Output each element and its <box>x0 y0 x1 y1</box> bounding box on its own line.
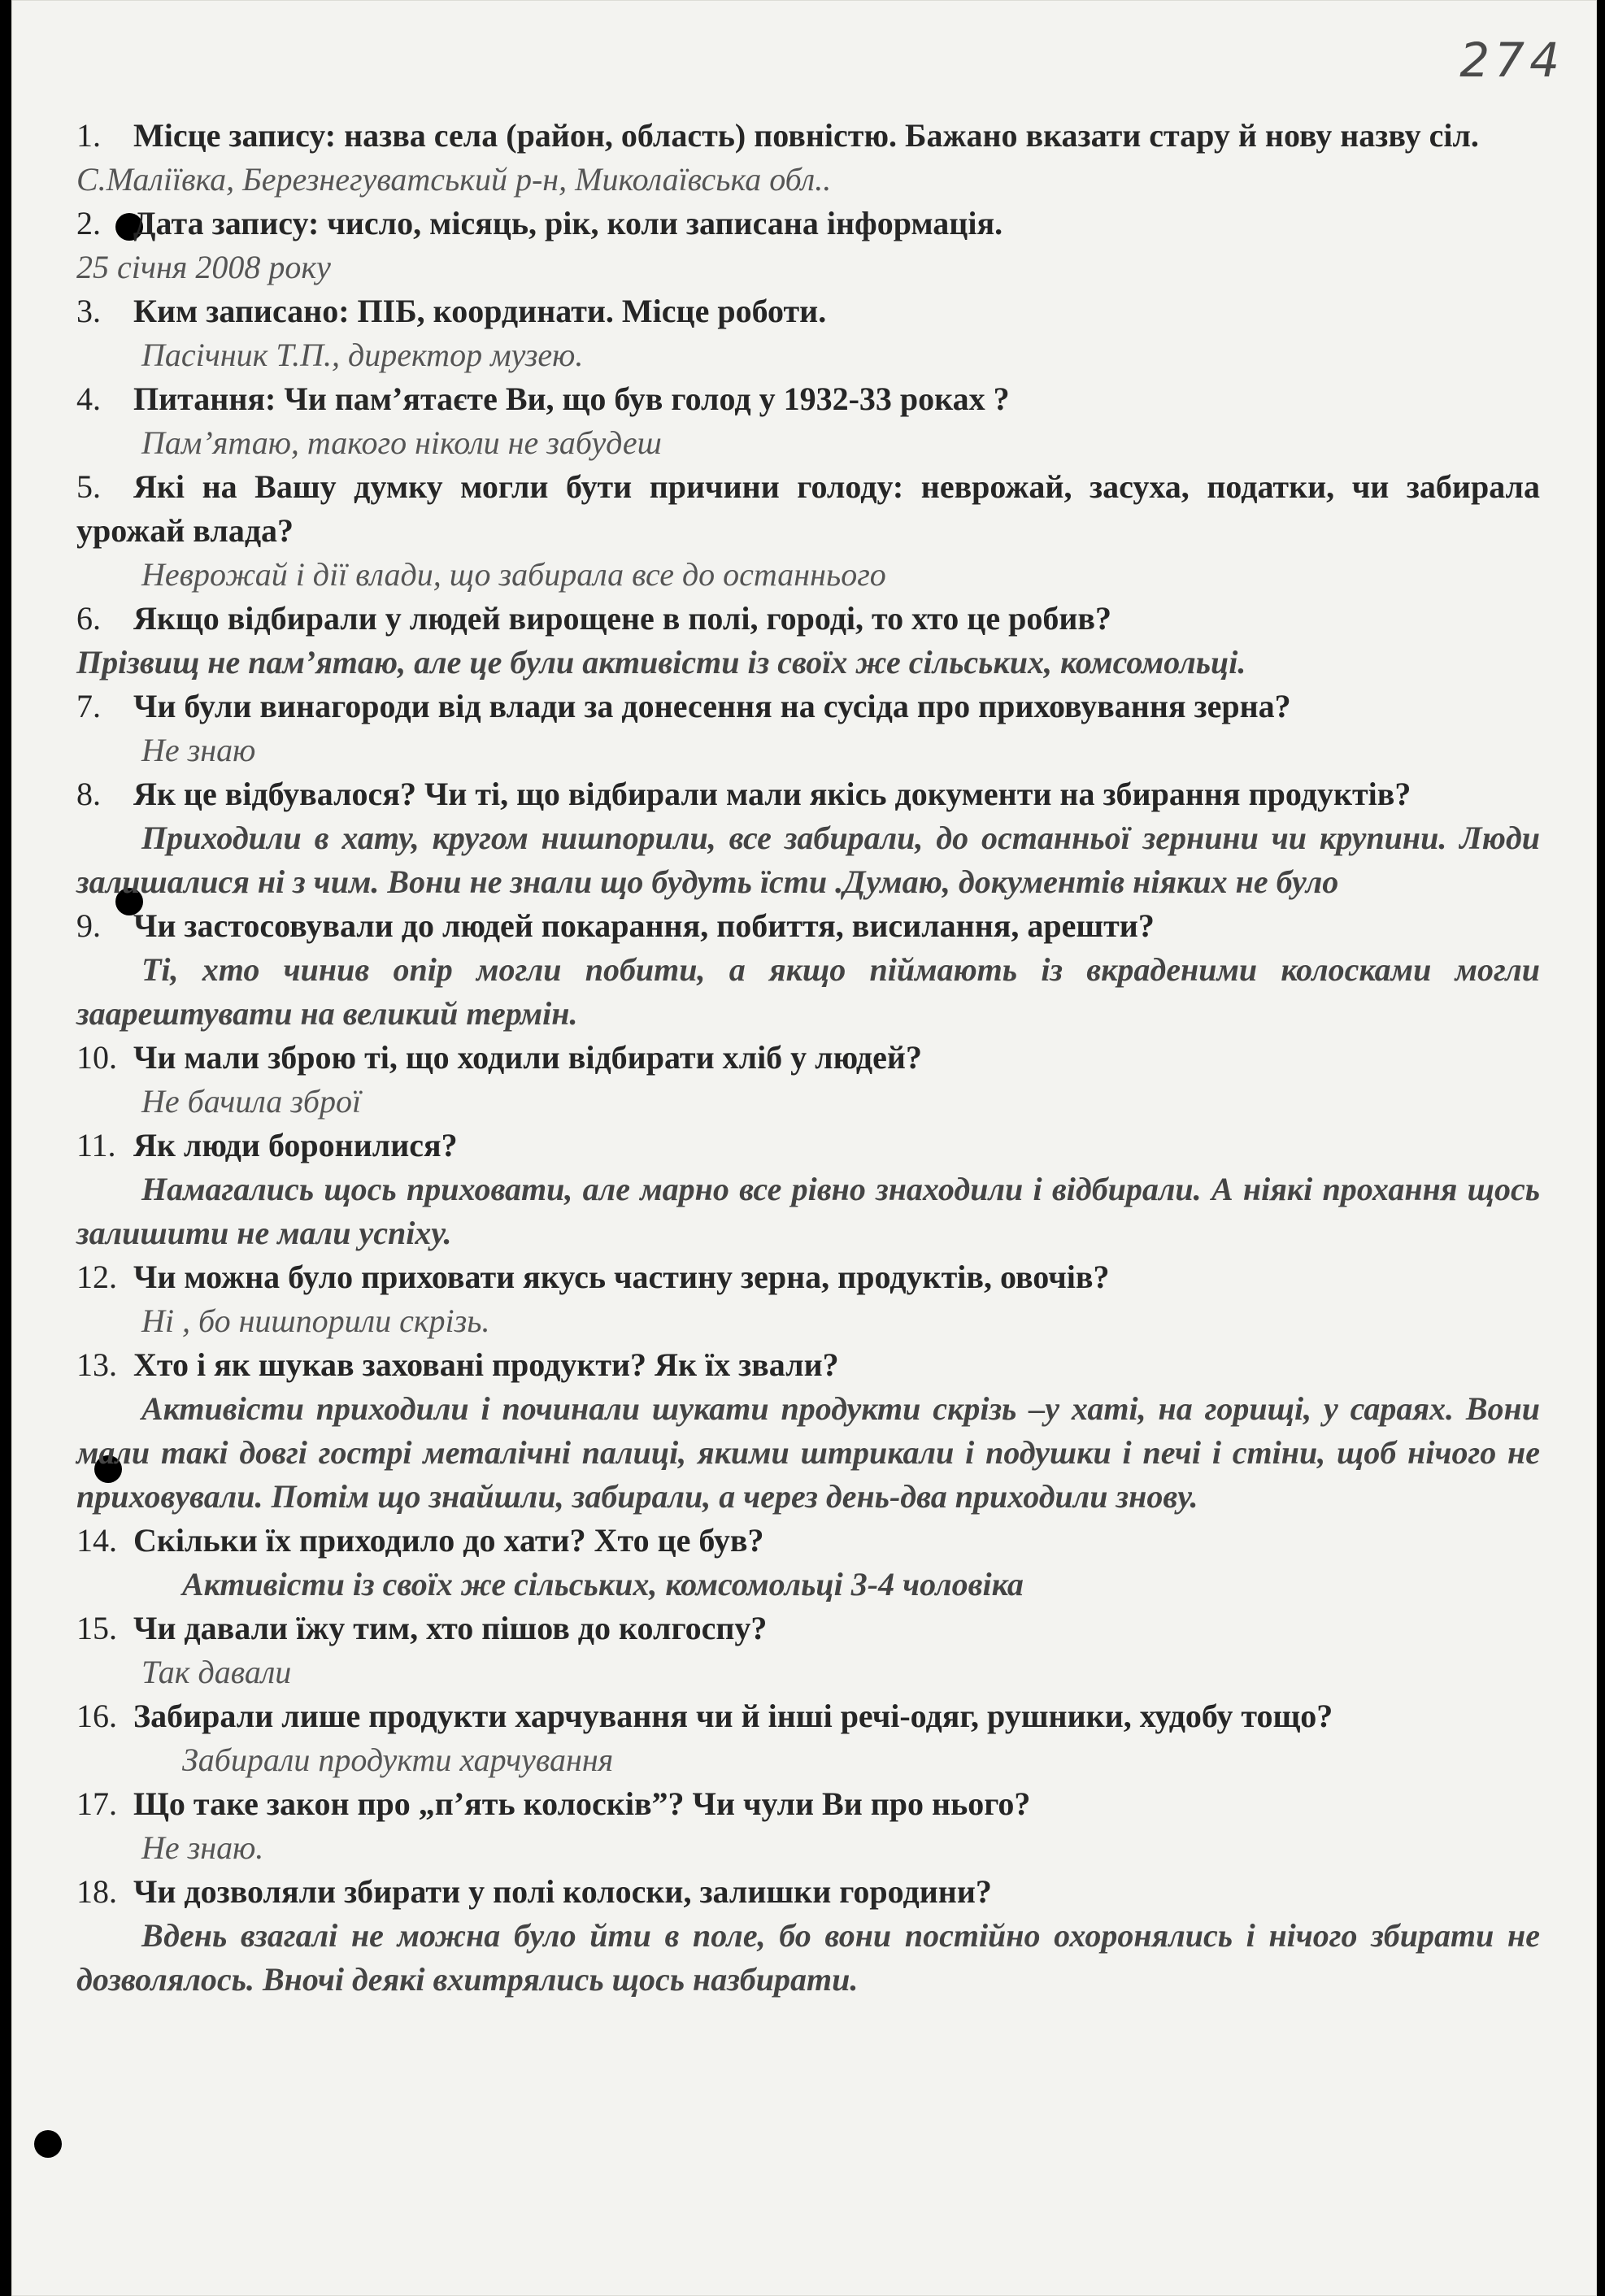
question-17: 17. Що таке закон про „п’ять колосків”? Чи чули Ви про нього? <box>76 1782 1540 1826</box>
question-number: 13. <box>76 1346 117 1383</box>
answer-12: Ні , бо нишпорили скрізь. <box>141 1302 490 1339</box>
answer-18: Вдень взагалі не можна було йти в поле, бо вони постійно охоронялись і нічого збирати не дозволялось. Вночі деякі вхитрялись щось назбирати. <box>76 1917 1540 1998</box>
question-number: 1. <box>76 117 101 154</box>
question-number: 14. <box>76 1522 117 1559</box>
question-number: 16. <box>76 1698 117 1734</box>
question-number: 10. <box>76 1039 117 1076</box>
question-18: 18. Чи дозволяли збирати у полі колоски, залишки городини? <box>76 1870 1540 1914</box>
punch-hole-bottom <box>34 2130 62 2158</box>
answer-1: С.Маліївка, Березнегуватський р-н, Миколаївська обл.. <box>76 161 832 198</box>
questionnaire <box>76 114 1540 2002</box>
question-number: 6. <box>76 600 101 637</box>
question-13: 13. Хто і як шукав заховані продукти? Як їх звали? <box>76 1343 1540 1387</box>
question-2: 2. Дата запису: число, місяць, рік, коли записана інформація. <box>76 202 1540 246</box>
question-number: 2. <box>76 205 101 241</box>
answer-17: Не знаю. <box>141 1829 264 1866</box>
answer-2: 25 січня 2008 року <box>76 249 331 285</box>
question-number: 5. <box>76 468 101 505</box>
question-16: 16. Забирали лише продукти харчування чи й інші речі-одяг, рушники, худобу тощо? <box>76 1694 1540 1738</box>
question-15: 15. Чи давали їжу тим, хто пішов до колгоспу? <box>76 1607 1540 1650</box>
answer-3: Пасічник Т.П., директор музею. <box>141 337 584 373</box>
answer-15: Так давали <box>141 1654 292 1690</box>
answer-10: Не бачила зброї <box>141 1083 362 1120</box>
question-number: 17. <box>76 1785 117 1822</box>
question-11: 11. Як люди боронилися? <box>76 1124 1540 1168</box>
question-14: 14. Скільки їх приходило до хати? Хто це був? <box>76 1519 1540 1563</box>
answer-7: Не знаю <box>141 732 256 768</box>
question-number: 7. <box>76 688 101 724</box>
answer-6: Прізвищ не пам’ятаю, але це були активісти із своїх же сільських, комсомольці. <box>76 644 1246 681</box>
answer-8: Приходили в хату, кругом нишпорили, все забирали, до останньої зернини чи крупини. Люди залишалися ні з чим. Вони не знали що будуть їсти .Думаю, документів ніяких не було <box>76 820 1540 900</box>
answer-16: Забирали продукти харчування <box>182 1742 614 1778</box>
page-number: 274 <box>1459 33 1564 88</box>
question-1: 1. Місце запису: назва села (район, область) повністю. Бажано вказати стару й нову назву сіл. <box>76 114 1540 158</box>
answer-9: Ті, хто чинив опір могли побити, а якщо піймають із вкраденими колосками могли заарештувати на великий термін. <box>76 951 1540 1032</box>
question-5: 5. Які на Вашу думку могли бути причини голоду: неврожай, засуха, податки, чи забирала урожай влада? <box>76 465 1540 553</box>
answer-13: Активісти приходили і починали шукати продукти скрізь –у хаті, на горищі, у сараях. Вони мали такі довгі гострі металічні палиці, якими штрикали і подушки і печі і стіни, щоб нічого не приховували. Потім що знайшли, забирали, а через день-два приходили знову. <box>76 1390 1540 1515</box>
answer-5: Неврожай і дії влади, що забирала все до останнього <box>141 556 886 593</box>
question-3: 3. Ким записано: ПІБ, координати. Місце роботи. <box>76 289 1540 333</box>
question-6: 6. Якщо відбирали у людей вирощене в полі, городі, то хто це робив? <box>76 597 1540 641</box>
question-number: 4. <box>76 380 101 417</box>
question-9: 9. Чи застосовували до людей покарання, побиття, висилання, арешти? <box>76 904 1540 948</box>
question-number: 18. <box>76 1873 117 1910</box>
question-4: 4. Питання: Чи пам’ятаєте Ви, що був голод у 1932-33 роках ? <box>76 377 1540 421</box>
answer-11: Намагались щось приховати, але марно все рівно знаходили і відбирали. А ніякі прохання щось залишити не мали успіху. <box>76 1171 1540 1251</box>
question-10: 10. Чи мали зброю ті, що ходили відбирати хліб у людей? <box>76 1036 1540 1080</box>
answer-14: Активісти із своїх же сільських, комсомольці 3-4 чоловіка <box>182 1566 1024 1602</box>
question-number: 15. <box>76 1610 117 1646</box>
question-12: 12. Чи можна було приховати якусь частину зерна, продуктів, овочів? <box>76 1255 1540 1299</box>
question-7: 7. Чи були винагороди від влади за донесення на сусіда про приховування зерна? <box>76 685 1540 728</box>
question-number: 8. <box>76 776 101 812</box>
question-number: 3. <box>76 293 101 329</box>
question-number: 12. <box>76 1259 117 1295</box>
question-8: 8. Як це відбувалося? Чи ті, що відбирали мали якісь документи на збирання продуктів? <box>76 772 1540 816</box>
document-page <box>11 0 1597 2296</box>
question-number: 9. <box>76 907 101 944</box>
answer-4: Пам’ятаю, такого ніколи не забудеш <box>141 424 662 461</box>
question-number: 11. <box>76 1127 116 1163</box>
